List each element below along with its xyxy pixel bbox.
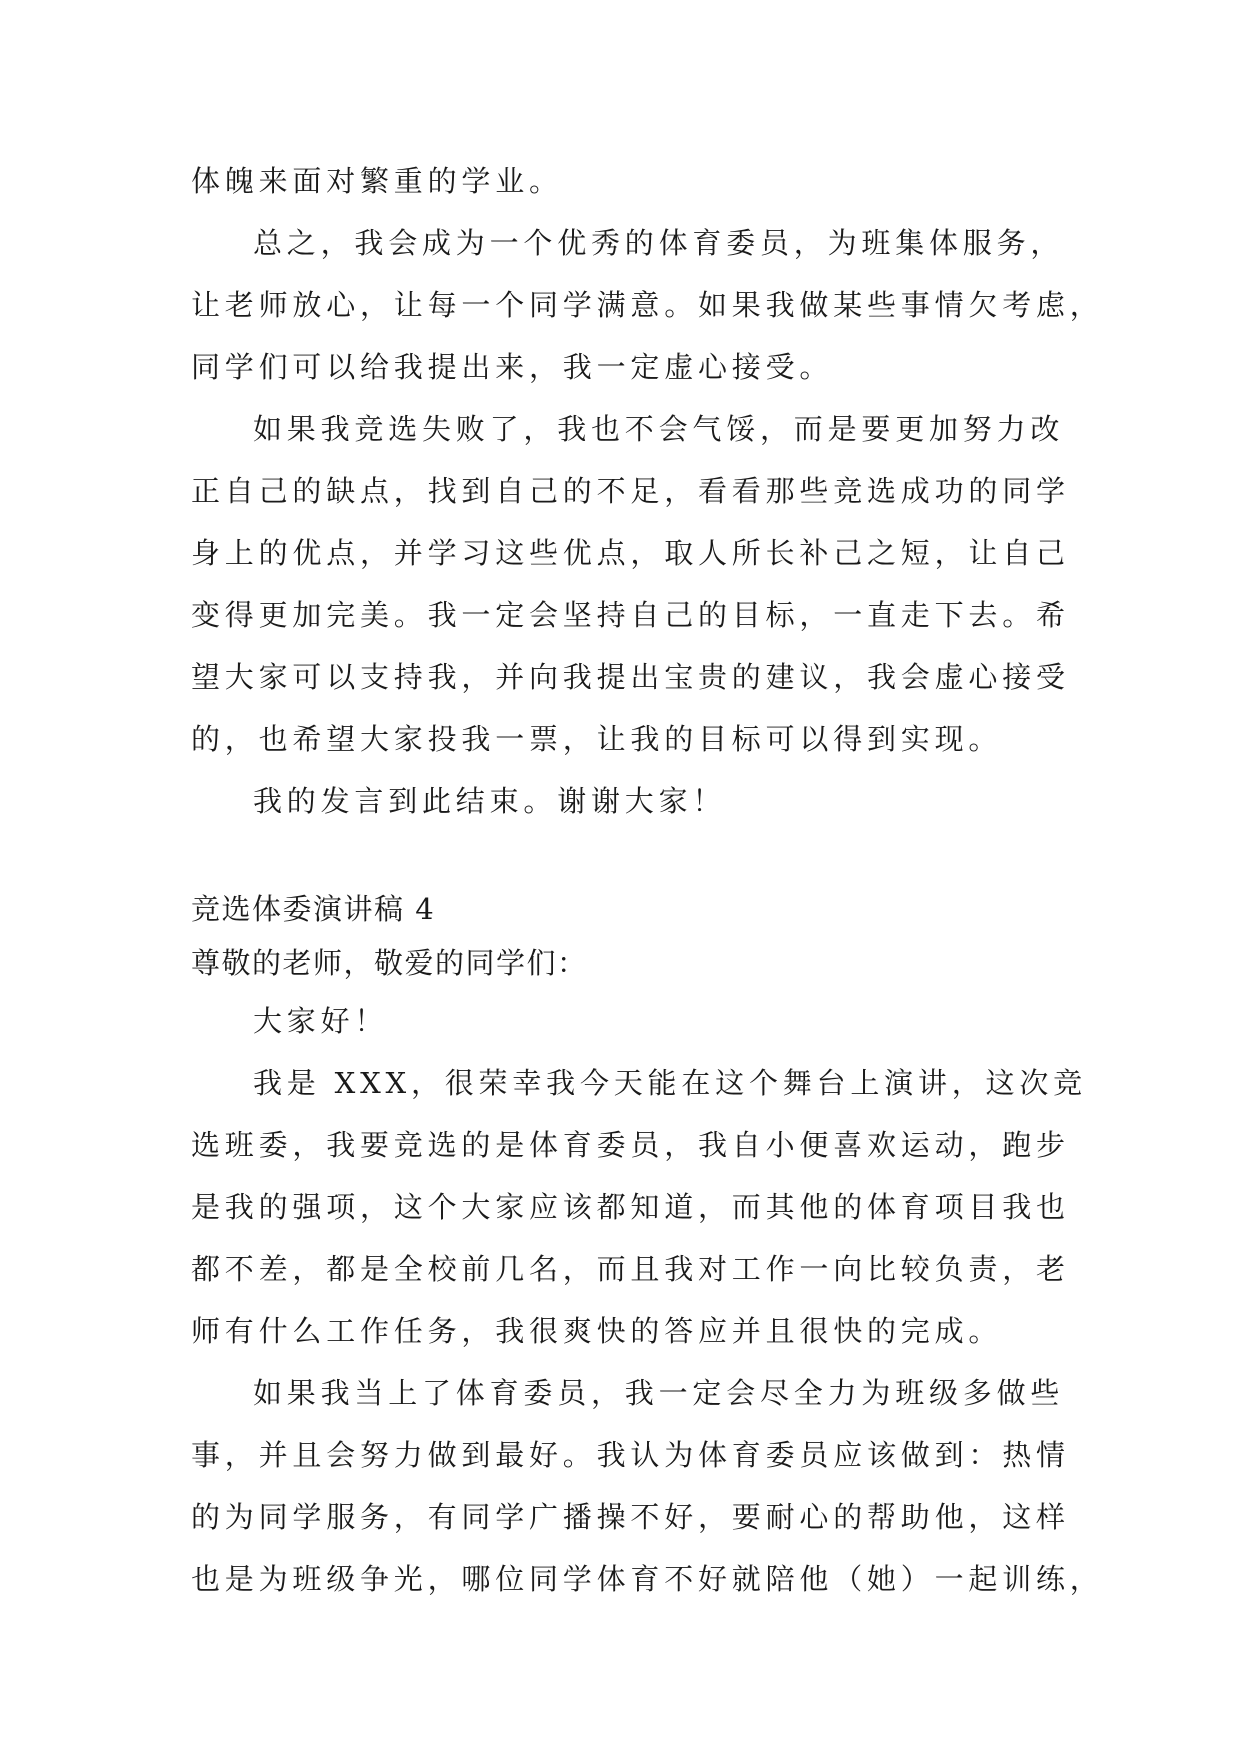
greeting-line: 大家好！ — [253, 1004, 389, 1038]
paragraph-line: 望大家可以支持我，并向我提出宝贵的建议，我会虚心接受 — [191, 660, 1070, 694]
paragraph-line: 如果我当上了体育委员，我一定会尽全力为班级多做些 — [253, 1376, 1065, 1410]
paragraph-line: 同学们可以给我提出来，我一定虚心接受。 — [191, 350, 834, 384]
section-gap — [191, 832, 1061, 882]
paragraph-line: 正自己的缺点，找到自己的不足，看看那些竞选成功的同学 — [191, 474, 1070, 508]
paragraph-line: 变得更加完美。我一定会坚持自己的目标，一直走下去。希 — [191, 598, 1070, 632]
paragraph-line: 是我的强项，这个大家应该都知道，而其他的体育项目我也 — [191, 1190, 1070, 1224]
paragraph-line: 事，并且会努力做到最好。我认为体育委员应该做到：热情 — [191, 1438, 1070, 1472]
salutation: 尊敬的老师，敬爱的同学们： — [191, 946, 588, 980]
paragraph-line: 的，也希望大家投我一票，让我的目标可以得到实现。 — [191, 722, 1003, 756]
paragraph-line: 选班委，我要竞选的是体育委员，我自小便喜欢运动，跑步 — [191, 1128, 1070, 1162]
closing-line: 我的发言到此结束。谢谢大家！ — [253, 784, 727, 818]
speech-title: 竞选体委演讲稿 4 — [191, 892, 436, 926]
paragraph-line: 我是 XXX，很荣幸我今天能在这个舞台上演讲，这次竞 — [253, 1066, 1087, 1100]
document-page — [191, 150, 1104, 1610]
paragraph-line: 师有什么工作任务，我很爽快的答应并且很快的完成。 — [191, 1314, 1003, 1348]
paragraph-line: 都不差，都是全校前几名，而且我对工作一向比较负责，老 — [191, 1252, 1070, 1286]
paragraph-line: 如果我竞选失败了，我也不会气馁，而是要更加努力改 — [253, 412, 1065, 446]
paragraph-line: 身上的优点，并学习这些优点，取人所长补己之短，让自己 — [191, 536, 1070, 570]
paragraph-line: 让老师放心，让每一个同学满意。如果我做某些事情欠考虑， — [191, 288, 1104, 322]
paragraph-line: 也是为班级争光，哪位同学体育不好就陪他（她）一起训练， — [191, 1562, 1104, 1596]
paragraph-line: 总之，我会成为一个优秀的体育委员，为班集体服务， — [253, 226, 1065, 260]
paragraph-line: 体魄来面对繁重的学业。 — [191, 164, 563, 198]
paragraph-line: 的为同学服务，有同学广播操不好，要耐心的帮助他，这样 — [191, 1500, 1070, 1534]
